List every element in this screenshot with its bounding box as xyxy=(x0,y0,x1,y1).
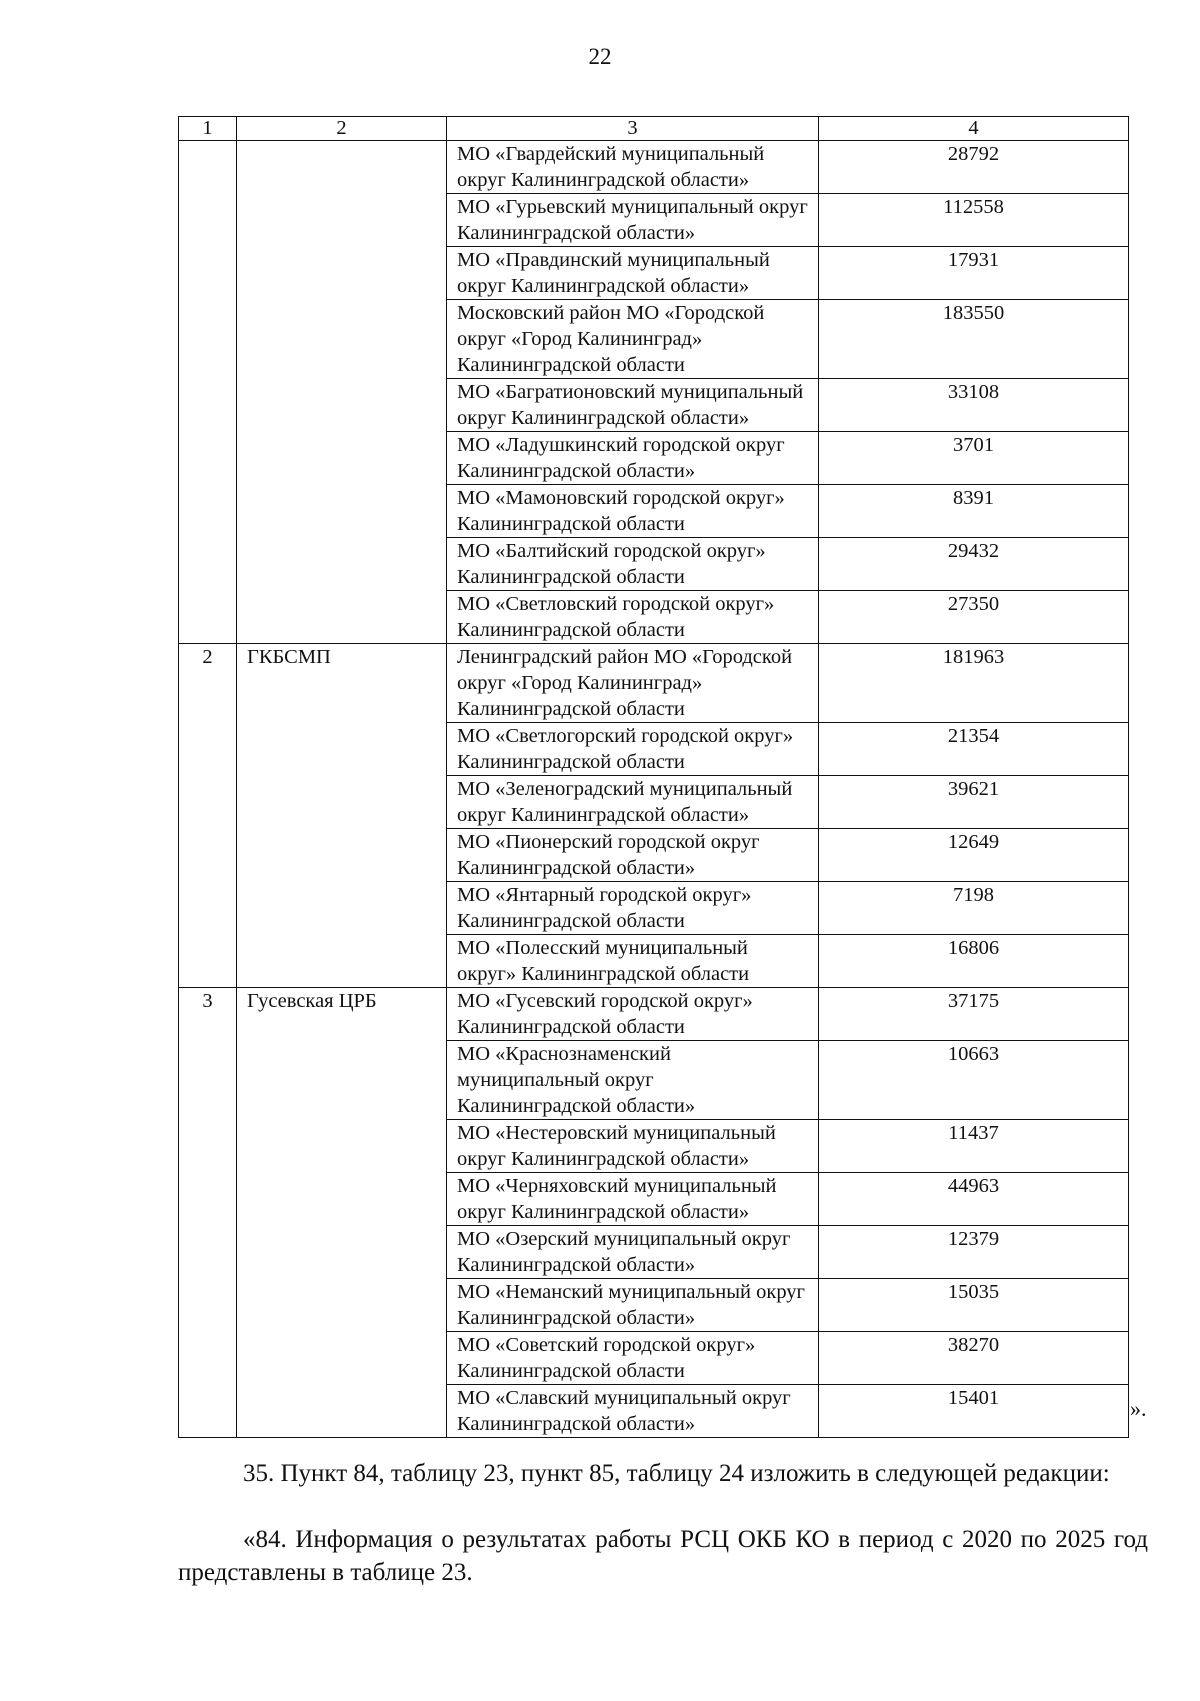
territory-cell: МО «Янтарный городской округ» Калининградской области xyxy=(447,882,819,935)
territory-cell: МО «Мамоновский городской округ» Калининградской области xyxy=(447,485,819,538)
value-cell: 44963 xyxy=(819,1173,1129,1226)
group-number: 3 xyxy=(179,988,237,1438)
territory-cell: МО «Озерский муниципальный округ Калининградской области» xyxy=(447,1226,819,1279)
territory-cell: МО «Ладушкинский городской округ Калининградской области» xyxy=(447,432,819,485)
value-cell: 33108 xyxy=(819,379,1129,432)
paragraph-35: 35. Пункт 84, таблицу 23, пункт 85, таблицу 24 изложить в следующей редакции: xyxy=(243,1460,1110,1487)
territory-cell: МО «Балтийский городской округ» Калининградской области xyxy=(447,538,819,591)
table-row xyxy=(179,988,1129,1041)
header-col-4: 4 xyxy=(819,117,1129,141)
value-cell: 21354 xyxy=(819,723,1129,776)
territory-cell: МО «Правдинский муниципальный округ Калининградской области» xyxy=(447,247,819,300)
value-cell: 183550 xyxy=(819,300,1129,379)
territory-cell: МО «Гвардейский муниципальный округ Калининградской области» xyxy=(447,141,819,194)
table-row xyxy=(179,644,1129,723)
territory-cell: МО «Гусевский городской округ» Калининградской области xyxy=(447,988,819,1041)
group-organization xyxy=(237,141,447,644)
territory-cell: МО «Черняховский муниципальный округ Калининградской области» xyxy=(447,1173,819,1226)
value-cell: 10663 xyxy=(819,1041,1129,1120)
territory-cell: МО «Светловский городской округ» Калининградской области xyxy=(447,591,819,644)
table-closing-mark: ». xyxy=(1130,1396,1147,1421)
territory-cell: МО «Зеленоградский муниципальный округ Калининградской области» xyxy=(447,776,819,829)
territory-cell: МО «Нестеровский муниципальный округ Калининградской области» xyxy=(447,1120,819,1173)
group-organization: Гусевская ЦРБ xyxy=(237,988,447,1438)
territory-cell: МО «Полесский муниципальный округ» Калининградской области xyxy=(447,935,819,988)
table-body xyxy=(179,117,1129,1438)
territory-cell: МО «Гурьевский муниципальный округ Калининградской области» xyxy=(447,194,819,247)
value-cell: 12379 xyxy=(819,1226,1129,1279)
territory-cell: МО «Пионерский городской округ Калининградской области» xyxy=(447,829,819,882)
territory-cell: МО «Неманский муниципальный округ Калининградской области» xyxy=(447,1279,819,1332)
territory-cell: МО «Славский муниципальный округ Калининградской области» xyxy=(447,1385,819,1438)
territory-cell: МО «Светлогорский городской округ» Калининградской области xyxy=(447,723,819,776)
table-header-row xyxy=(179,117,1129,141)
table-row xyxy=(179,141,1129,194)
value-cell: 112558 xyxy=(819,194,1129,247)
value-cell: 38270 xyxy=(819,1332,1129,1385)
value-cell: 28792 xyxy=(819,141,1129,194)
page-number: 22 xyxy=(588,44,612,69)
value-cell: 16806 xyxy=(819,935,1129,988)
value-cell: 11437 xyxy=(819,1120,1129,1173)
value-cell: 27350 xyxy=(819,591,1129,644)
header-col-3: 3 xyxy=(447,117,819,141)
header-col-2: 2 xyxy=(237,117,447,141)
territory-table xyxy=(178,116,1129,1438)
header-col-1: 1 xyxy=(179,117,237,141)
territory-cell: Ленинградский район МО «Городской округ «Город Калининград» Калининградской области xyxy=(447,644,819,723)
value-cell: 8391 xyxy=(819,485,1129,538)
value-cell: 7198 xyxy=(819,882,1129,935)
value-cell: 181963 xyxy=(819,644,1129,723)
value-cell: 3701 xyxy=(819,432,1129,485)
territory-cell: МО «Краснознаменский муниципальный округ Калининградской области» xyxy=(447,1041,819,1120)
group-number xyxy=(179,141,237,644)
value-cell: 12649 xyxy=(819,829,1129,882)
value-cell: 39621 xyxy=(819,776,1129,829)
paragraph-84: «84. Информация о результатах работы РСЦ ОКБ КО в период с 2020 по 2025 год представлены в таблице 23. xyxy=(178,1526,1148,1586)
group-organization: ГКБСМП xyxy=(237,644,447,988)
value-cell: 15035 xyxy=(819,1279,1129,1332)
territory-cell: МО «Багратионовский муниципальный округ Калининградской области» xyxy=(447,379,819,432)
group-number: 2 xyxy=(179,644,237,988)
territory-cell: Московский район МО «Городской округ «Город Калининград» Калининградской области xyxy=(447,300,819,379)
value-cell: 29432 xyxy=(819,538,1129,591)
value-cell: 15401 xyxy=(819,1385,1129,1438)
territory-cell: МО «Советский городской округ» Калининградской области xyxy=(447,1332,819,1385)
value-cell: 17931 xyxy=(819,247,1129,300)
value-cell: 37175 xyxy=(819,988,1129,1041)
